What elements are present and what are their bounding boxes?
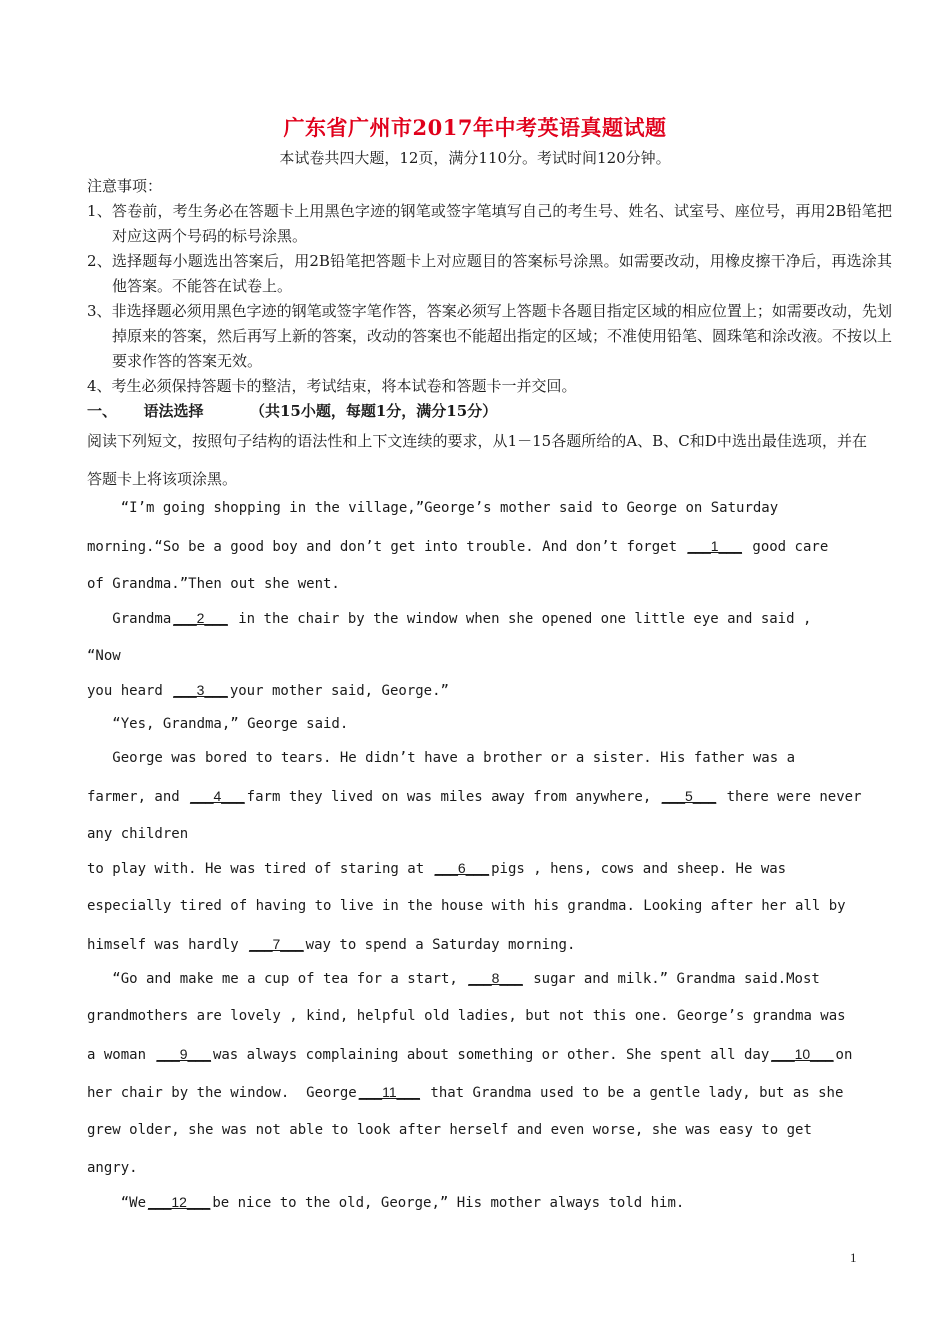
notice-item: 2、选择题每小题选出答案后，用2B铅笔把答题卡上对应题目的答案标号涂黑。如需要改动，用橡皮擦干净后，再选涂其他答案。不能答在试卷上。 [87, 252, 892, 295]
text: farmer, and [87, 789, 189, 805]
section-instruction: 阅读下列短文，按照句子结构的语法性和上下文连续的要求，从1－15各题所给的A、B、C和D中选出最佳选项，并在答题卡上将该项涂黑。 [87, 432, 867, 488]
blank-11: ___11___ [358, 1084, 420, 1100]
passage-line: “Now [87, 648, 121, 664]
exam-info: 本试卷共四大题，12页，满分110分。考试时间120分钟。 [279, 149, 671, 167]
text: “We [87, 1195, 147, 1211]
passage-line [87, 1194, 684, 1211]
text: morning.“So be a good boy and don’t get into trouble. And don’t forget [87, 539, 686, 555]
text: your mother said, George.” [229, 683, 449, 699]
section-info: （共15小题，每题1分，满分15分） [249, 402, 498, 420]
notice-heading: 注意事项： [87, 177, 163, 195]
passage-line: “I’m going shopping in the village,”George’s mother said to George on Saturday [87, 500, 779, 516]
passage-line: George was bored to tears. He didn’t have a brother or a sister. His father was a [87, 750, 796, 766]
text: “Go and make me a cup of tea for a start, [87, 971, 467, 987]
page-number: 1 [850, 1250, 857, 1265]
notice-item: 1、答卷前，考生务必在答题卡上用黑色字迹的钢笔或签字笔填写自己的考生号、姓名、试室号、座位号，再用2B铅笔把对应这两个号码的标号涂黑。 [87, 202, 892, 245]
passage-line [87, 1046, 852, 1063]
passage-line [87, 860, 786, 877]
blank-10: ___10___ [771, 1046, 834, 1062]
passage-line: “Yes, Grandma,” George said. [87, 716, 349, 732]
text: Grandma [87, 611, 172, 627]
passage-line: grandmothers are lovely , kind, helpful old ladies, but not this one. George’s grandma was [87, 1008, 846, 1024]
notice-item: 3、非选择题必须用黑色字迹的钢笔或签字笔作答，答案必须写上答题卡各题目指定区域的相应位置上；如需要改动，先划掉原来的答案，然后再写上新的答案，改动的答案也不能超出指定的区域；不准使用铅笔、圆珠笔和涂改液。不按以上要求作答的答案无效。 [87, 302, 893, 370]
page-title: 广东省广州市2017年中考英语真题试题 [283, 115, 667, 140]
text: in the chair by the window when she opened one little eye and said , [229, 611, 812, 627]
passage-line: angry. [87, 1160, 138, 1176]
passage-line: any children [87, 826, 189, 842]
passage-line [87, 1084, 843, 1101]
blank-6: ___6___ [434, 860, 490, 876]
blank-8: ___8___ [468, 970, 523, 986]
section-name: 语法选择 [143, 402, 204, 420]
text: her chair by the window. George [87, 1085, 357, 1101]
text: you heard [87, 683, 172, 699]
passage-line: of Grandma.”Then out she went. [87, 576, 340, 592]
blank-3: ___3___ [173, 682, 228, 698]
passage-line [87, 538, 828, 555]
blank-2: ___2___ [173, 610, 228, 626]
passage-line: especially tired of having to live in the house with his grandma. Looking after her all by [87, 898, 846, 914]
text: good care [743, 539, 829, 555]
blank-9: ___9___ [156, 1046, 211, 1062]
text: there were never [718, 789, 862, 805]
blank-1: ___1___ [687, 538, 742, 554]
notice-item: 4、考生必须保持答题卡的整洁，考试结束，将本试卷和答题卡一并交回。 [87, 377, 577, 395]
blank-4: ___4___ [190, 788, 245, 804]
passage-line [87, 970, 820, 987]
text: himself was hardly [87, 937, 248, 953]
passage-line [87, 936, 575, 953]
text: farm they lived on was miles away from anywhere, [246, 789, 660, 805]
text: that Grandma used to be a gentle lady, but as she [421, 1085, 844, 1101]
passage-line [87, 682, 449, 699]
passage-line: grew older, she was not able to look after herself and even worse, she was easy to get [87, 1122, 812, 1138]
blank-5: ___5___ [661, 788, 717, 804]
blank-12: ___12___ [148, 1194, 211, 1210]
text: sugar and milk.” Grandma said.Most [524, 971, 820, 987]
text: to play with. He was tired of staring at [87, 861, 433, 877]
text: way to spend a Saturday morning. [305, 937, 576, 953]
passage-line [87, 610, 811, 627]
section-number: 一、 [87, 402, 118, 420]
passage-line [87, 788, 862, 805]
text: pigs , hens, cows and sheep. He was [491, 861, 787, 877]
text: was always complaining about something or other. She spent all day [212, 1047, 770, 1063]
section-heading [87, 399, 867, 423]
blank-7: ___7___ [249, 936, 304, 952]
text: be nice to the old, George,” His mother always told him. [212, 1195, 685, 1211]
text: a woman [87, 1047, 155, 1063]
text: on [835, 1047, 853, 1063]
